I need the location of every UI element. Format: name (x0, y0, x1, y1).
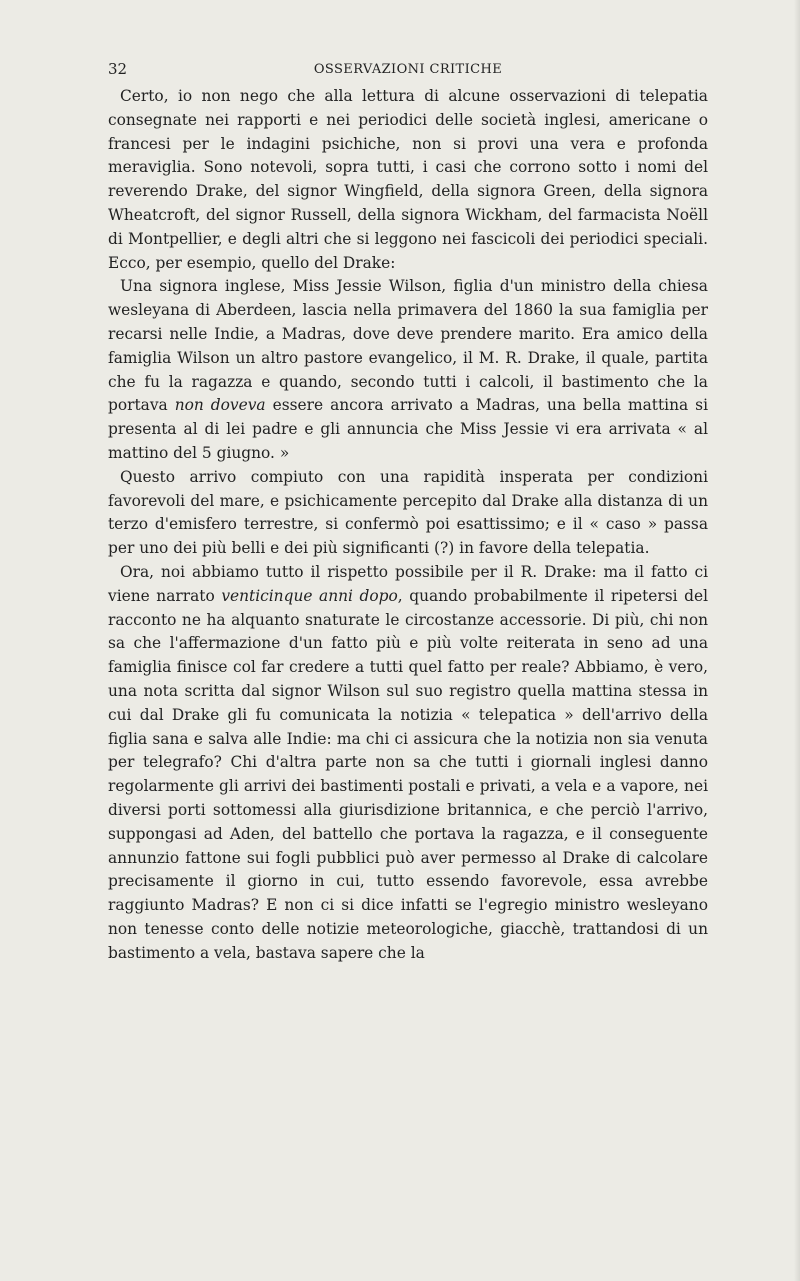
paragraph (108, 561, 708, 966)
text-segment: Questo arrivo compiuto con una rapidità insperata per condizioni favorevoli del mare, e psichicamente percepito dal Drake alla distanza di un terzo d'emisfero terrestre, si confermò poi esattissimo; e il « caso » passa per uno dei più belli e dei più significanti (?) in favore della telepatia. (108, 467, 708, 558)
page-header (108, 60, 708, 80)
text-segment: essere ancora arrivato a Madras, una bella mattina si presenta al di lei padre e gli annuncia che Miss Jessie vi era arrivata « al mattino del 5 giugno. » (108, 396, 708, 462)
italic-text: venticinque anni dopo (221, 586, 398, 605)
running-title: OSSERVAZIONI CRITICHE (313, 62, 503, 77)
page-number: 32 (108, 60, 128, 78)
text-segment: Certo, io non nego che alla lettura di alcune osservazioni di telepatia consegnate nei rapporti e nei periodici delle società inglesi, americane o francesi per le indagini psichiche, non si provi una vera e profonda meraviglia. Sono notevoli, sopra tutti, i casi che corrono sotto i nomi del reverendo Drake, del signor Wingfield, della signora Green, della signora Wheatcroft, del signor Russell, della signora Wickham, del farmacista Noëll di Montpellier, e degli altri che si leggono nei fascicoli dei periodici speciali. Ecco, per esempio, quello del Drake: (108, 87, 708, 272)
paragraph (108, 275, 708, 465)
italic-text: non doveva (174, 396, 266, 415)
text-segment: , quando probabilmente il ripetersi del racconto ne ha alquanto snaturate le circostanze accessorie. Di più, chi non sa che l'affermazione d'un fatto più e più volte reiterata in seno ad una famiglia finisce col far credere a tutti quel fatto per reale? Abbiamo, è vero, una nota scritta dal signor Wilson sul suo registro quella mattina stessa in cui dal Drake gli fu comunicata la notizia « telepatica » dell'arrivo della figlia sana e salva alle Indie: ma chi ci assicura che la notizia non sia venuta per telegrafo? Chi d'altra parte non sa che tutti i giornali inglesi danno regolarmente gli arrivi dei bastimenti postali e privati, a vela e a vapore, nei diversi porti sottomessi alla giurisdizione britannica, e che perciò l'arrivo, suppongasi ad Aden, del battello che portava la ragazza, e il conseguente annunzio fattone sui fogli pubblici può aver permesso al Drake di calcolare precisamente il giorno in cui, tutto essendo favorevole, essa avrebbe raggiunto Madras? E non ci si dice infatti se l'egregio ministro wesleyano non tenesse conto delle notizie meteorologiche, giacchè, trattandosi di un bastimento a vela, bastava sapere che la (108, 586, 709, 962)
paragraph (108, 466, 708, 561)
paragraph (108, 85, 708, 275)
text-segment: Una signora inglese, Miss Jessie Wilson, figlia d'un ministro della chiesa wesleyana di Aberdeen, lascia nella primavera del 1860 la sua famiglia per recarsi nelle Indie, a Madras, dove deve prendere marito. Era amico della famiglia Wilson un altro pastore evangelico, il M. R. Drake, il quale, partita che fu la ragazza e quando, secondo tutti i calcoli, il bastimento che la portava (108, 277, 708, 415)
text-segment: Ora, noi abbiamo tutto il rispetto possibile per il R. Drake: ma il fatto ci viene narrato (108, 562, 708, 605)
body-text (108, 85, 708, 965)
